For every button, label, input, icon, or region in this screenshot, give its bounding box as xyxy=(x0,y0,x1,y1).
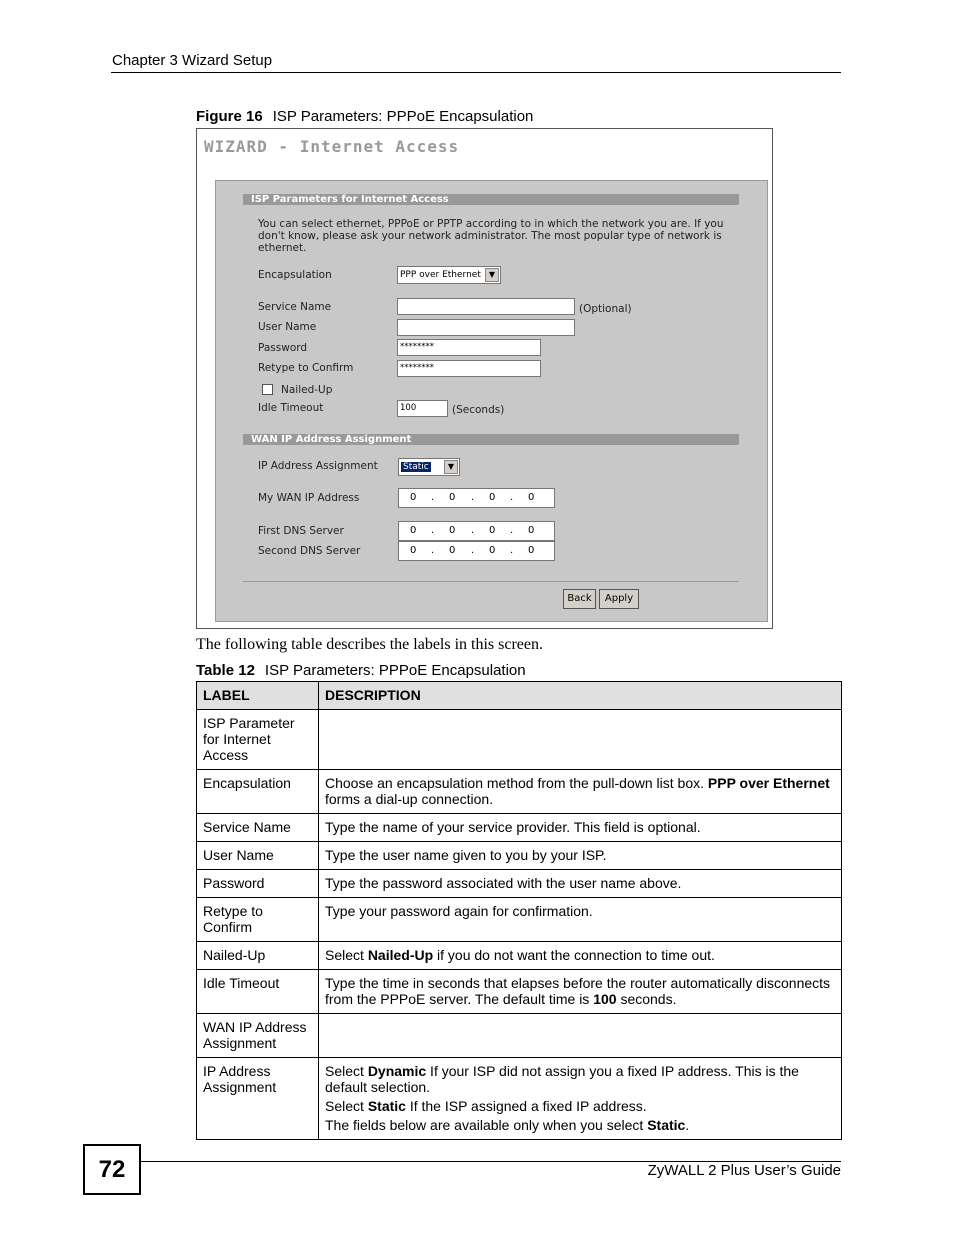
optional-note: (Optional) xyxy=(579,303,632,315)
row-label: IP Address Assignment xyxy=(197,1058,319,1140)
row-label: WAN IP Address Assignment xyxy=(197,1014,319,1058)
row-description: Type your password again for confirmation. xyxy=(319,898,842,942)
apply-button[interactable]: Apply xyxy=(599,589,639,609)
password-label: Password xyxy=(258,342,308,354)
service-name-label: Service Name xyxy=(258,301,332,313)
row-description: Choose an encapsulation method from the pull-down list box. PPP over Ethernet forms a dial-up connection. xyxy=(319,770,842,814)
seconds-note: (Seconds) xyxy=(452,404,505,416)
table-row xyxy=(197,842,842,870)
row-label: Idle Timeout xyxy=(197,970,319,1014)
second-dns-label: Second DNS Server xyxy=(258,545,361,557)
second-dns-input[interactable]: 0 . 0 . 0 . 0 xyxy=(398,541,555,561)
table-row xyxy=(197,770,842,814)
row-label: Password xyxy=(197,870,319,898)
back-button[interactable]: Back xyxy=(563,589,596,609)
header-rule xyxy=(111,72,841,73)
idle-timeout-input[interactable]: 100 xyxy=(397,400,448,417)
table-row xyxy=(197,898,842,942)
table-row xyxy=(197,710,842,770)
nailed-up-checkbox[interactable] xyxy=(262,384,273,395)
intro-line-1: You can select ethernet, PPPoE or PPTP according to in which the network you are. If you xyxy=(258,218,724,230)
page-number: 72 xyxy=(83,1144,141,1195)
table-row xyxy=(197,870,842,898)
nailed-up-label: Nailed-Up xyxy=(281,384,333,396)
section-isp-parameters: ISP Parameters for Internet Access xyxy=(243,194,739,205)
encapsulation-value: PPP over Ethernet xyxy=(400,270,481,280)
panel-divider xyxy=(243,581,739,582)
table-row xyxy=(197,1014,842,1058)
row-label: ISP Parameter for Internet Access xyxy=(197,710,319,770)
retype-input[interactable]: ******** xyxy=(397,360,541,377)
row-description: Type the name of your service provider. This field is optional. xyxy=(319,814,842,842)
password-input[interactable]: ******** xyxy=(397,339,541,356)
description-table xyxy=(196,681,842,1140)
table-header-row xyxy=(197,682,842,710)
first-dns-label: First DNS Server xyxy=(258,525,344,537)
column-header-label: LABEL xyxy=(197,682,319,710)
guide-title: ZyWALL 2 Plus User’s Guide xyxy=(647,1162,841,1179)
ip-assignment-value: Static xyxy=(403,462,429,472)
intro-line-2: don't know, please ask your network administrator. The most popular type of network is xyxy=(258,230,722,242)
table-row xyxy=(197,1058,842,1140)
retype-label: Retype to Confirm xyxy=(258,362,354,374)
chevron-down-icon: ▼ xyxy=(485,268,499,282)
row-label: Retype to Confirm xyxy=(197,898,319,942)
user-name-input[interactable] xyxy=(397,319,575,336)
row-description: Type the user name given to you by your ISP. xyxy=(319,842,842,870)
row-label: Encapsulation xyxy=(197,770,319,814)
table-row xyxy=(197,814,842,842)
row-description xyxy=(319,1014,842,1058)
user-name-label: User Name xyxy=(258,321,317,333)
figure-caption xyxy=(196,108,533,125)
row-label: Nailed-Up xyxy=(197,942,319,970)
encapsulation-label: Encapsulation xyxy=(258,269,332,281)
wizard-title: WIZARD - Internet Access xyxy=(204,137,460,156)
intro-text: The following table describes the labels in this screen. xyxy=(196,636,544,653)
row-label: User Name xyxy=(197,842,319,870)
my-wan-ip-input[interactable]: 0 . 0 . 0 . 0 xyxy=(398,488,555,508)
figure-title: ISP Parameters: PPPoE Encapsulation xyxy=(272,108,534,125)
figure-label: Figure 16 xyxy=(196,108,263,125)
my-wan-ip-label: My WAN IP Address xyxy=(258,492,360,504)
column-header-description: DESCRIPTION xyxy=(319,682,842,710)
table-label: Table 12 xyxy=(196,662,255,679)
row-description: Type the time in seconds that elapses before the router automatically disconnects from the PPPoE server. The default time is 100 seconds. xyxy=(319,970,842,1014)
row-description: Type the password associated with the user name above. xyxy=(319,870,842,898)
row-description: Select Dynamic If your ISP did not assign you a fixed IP address. This is the default selection. Select Static If the ISP assigned a fixed IP address. The fields below are available only when you select Static. xyxy=(319,1058,842,1140)
idle-timeout-label: Idle Timeout xyxy=(258,402,324,414)
table-row xyxy=(197,942,842,970)
row-label: Service Name xyxy=(197,814,319,842)
intro-line-3: ethernet. xyxy=(258,242,307,254)
table-title: ISP Parameters: PPPoE Encapsulation xyxy=(264,662,526,679)
chevron-down-icon: ▼ xyxy=(444,460,458,474)
table-row xyxy=(197,970,842,1014)
section-wan-ip: WAN IP Address Assignment xyxy=(243,434,739,445)
first-dns-input[interactable]: 0 . 0 . 0 . 0 xyxy=(398,521,555,541)
ip-assignment-label: IP Address Assignment xyxy=(258,460,378,472)
ip-assignment-select[interactable] xyxy=(398,458,460,476)
chapter-header: Chapter 3 Wizard Setup xyxy=(112,52,273,69)
row-description: Select Nailed-Up if you do not want the connection to time out. xyxy=(319,942,842,970)
table-caption xyxy=(196,662,526,679)
encapsulation-select[interactable] xyxy=(397,266,501,284)
row-description xyxy=(319,710,842,770)
service-name-input[interactable] xyxy=(397,298,575,315)
